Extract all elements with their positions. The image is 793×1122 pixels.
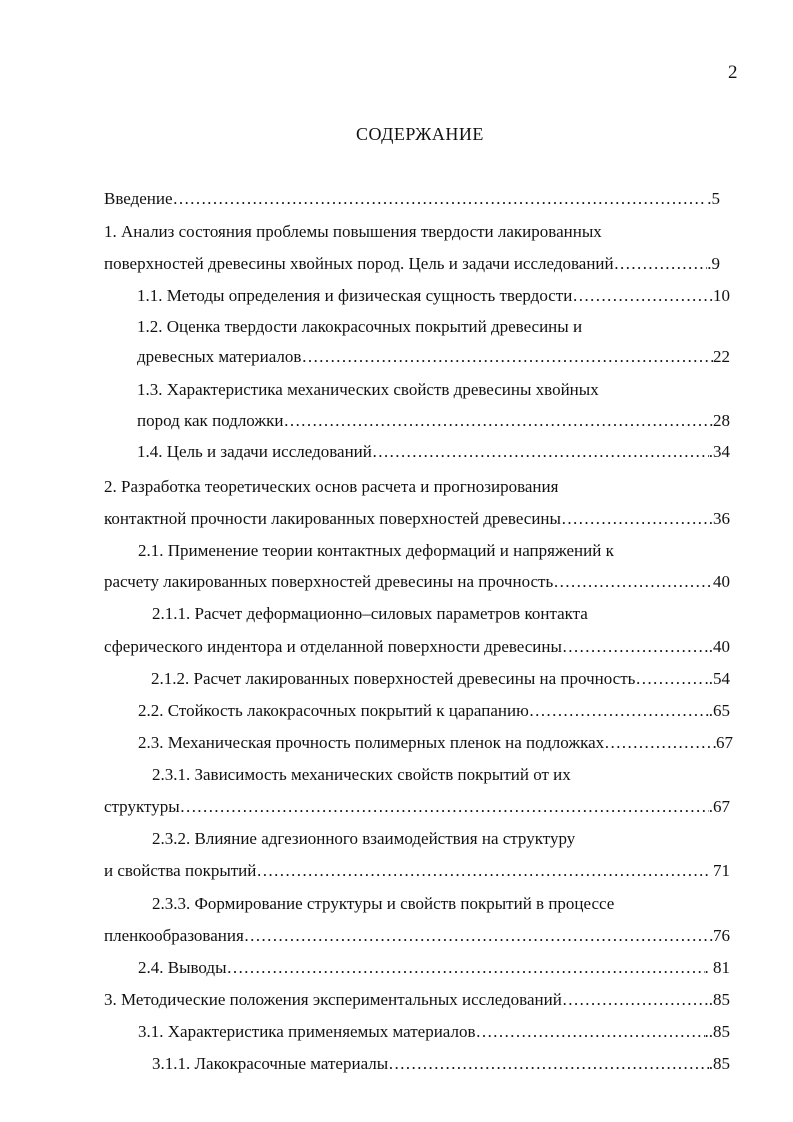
toc-leader bbox=[561, 508, 709, 530]
page-number: 2 bbox=[728, 62, 738, 83]
toc-label: 2.4. Выводы bbox=[138, 958, 227, 977]
toc-entry-ch2-line1[interactable]: 2. Разработка теоретических основ расчета и прогнозирования bbox=[104, 477, 559, 496]
toc-leader bbox=[562, 636, 709, 658]
toc-page: .67 bbox=[708, 797, 730, 816]
toc-label: пленкообразования bbox=[104, 926, 244, 945]
toc-label: 3.1.1. Лакокрасочные материалы bbox=[152, 1054, 389, 1073]
toc-page: 40 bbox=[713, 572, 730, 591]
toc-label: 3. Методические положения экспериментальных исследований bbox=[104, 990, 562, 1009]
toc-label: 1.1. Методы определения и физическая сущность твердости bbox=[137, 286, 573, 305]
toc-page: .85 bbox=[708, 990, 730, 1009]
toc-entry-2-2[interactable] bbox=[138, 700, 730, 722]
toc-label: пород как подложки bbox=[137, 411, 284, 430]
toc-page: .36 bbox=[708, 509, 730, 528]
toc-entry-1-2-line1[interactable]: 1.2. Оценка твердости лакокрасочных покрытий древесины и bbox=[137, 317, 583, 336]
toc-leader bbox=[301, 346, 713, 368]
toc-entry-2-3-1[interactable] bbox=[104, 796, 730, 818]
toc-entry-2-3-3-line1[interactable]: 2.3.3. Формирование структуры и свойств покрытий в процессе bbox=[152, 894, 615, 913]
toc-entry-ch2[interactable] bbox=[104, 508, 730, 530]
toc-entry-2-1-2[interactable] bbox=[151, 668, 730, 690]
toc-page: ..85 bbox=[704, 1022, 730, 1041]
toc-entry-2-1[interactable] bbox=[104, 571, 730, 593]
toc-label: 2.3. Механическая прочность полимерных пленок на подложках bbox=[138, 733, 605, 752]
toc-entry-2-3-1-line1[interactable]: 2.3.1. Зависимость механических свойств покрытий от их bbox=[152, 765, 571, 784]
toc-entry-1-4[interactable] bbox=[137, 441, 730, 463]
toc-entry-2-3-3[interactable] bbox=[104, 925, 730, 947]
toc-page: ..54 bbox=[704, 669, 730, 688]
toc-label: Введение bbox=[104, 189, 173, 208]
toc-leader bbox=[256, 860, 704, 882]
toc-page: . 81 bbox=[704, 958, 730, 977]
toc-label: 2.1.2. Расчет лакированных поверхностей древесины на прочность bbox=[151, 669, 636, 688]
toc-label: 1.4. Цель и задачи исследований bbox=[137, 442, 372, 461]
toc-page: .85 bbox=[708, 1054, 730, 1073]
toc-leader bbox=[244, 925, 713, 947]
toc-leader bbox=[553, 571, 713, 593]
toc-label: структуры bbox=[104, 797, 180, 816]
toc-entry-1-3[interactable] bbox=[137, 410, 730, 432]
toc-leader bbox=[635, 668, 704, 690]
toc-leader bbox=[173, 188, 708, 210]
toc-page: .9 bbox=[707, 254, 720, 273]
toc-label: древесных материалов bbox=[137, 347, 302, 366]
toc-entry-2-3-2-line1[interactable]: 2.3.2. Влияние адгезионного взаимодействия на структуру bbox=[152, 829, 576, 848]
toc-label: контактной прочности лакированных поверхностей древесины bbox=[104, 509, 561, 528]
toc-entry-1-2[interactable] bbox=[137, 346, 730, 368]
toc-page: 28 bbox=[713, 411, 730, 430]
toc-leader bbox=[572, 285, 713, 307]
page-title: СОДЕРЖАНИЕ bbox=[356, 124, 484, 144]
toc-page: 67 bbox=[716, 733, 733, 752]
toc-page: .40 bbox=[708, 637, 730, 656]
toc-page: 10 bbox=[713, 286, 730, 305]
toc-leader bbox=[227, 957, 705, 979]
toc-entry-1-1[interactable] bbox=[137, 285, 730, 307]
toc-page: .65 bbox=[708, 701, 730, 720]
toc-entry-1-3-line1[interactable]: 1.3. Характеристика механических свойств древесины хвойных bbox=[137, 380, 599, 399]
toc-page: . 71 bbox=[704, 861, 730, 880]
toc-entry-2-1-line1[interactable]: 2.1. Применение теории контактных деформаций и напряжений к bbox=[138, 541, 614, 560]
toc-entry-ch3[interactable] bbox=[104, 989, 730, 1011]
toc-label: 3.1. Характеристика применяемых материалов bbox=[138, 1022, 476, 1041]
toc-leader bbox=[283, 410, 713, 432]
toc-leader bbox=[476, 1021, 705, 1043]
toc-leader bbox=[388, 1053, 709, 1075]
toc-page: 22 bbox=[713, 347, 730, 366]
toc-leader bbox=[372, 441, 709, 463]
toc-label: 2.2. Стойкость лакокрасочных покрытий к царапанию bbox=[138, 701, 529, 720]
toc-entry-2-1-1[interactable] bbox=[104, 636, 730, 658]
toc-entry-3-1-1[interactable] bbox=[152, 1053, 730, 1075]
toc-entry-intro[interactable] bbox=[104, 188, 720, 210]
toc-entry-2-1-1-line1[interactable]: 2.1.1. Расчет деформационно–силовых параметров контакта bbox=[152, 604, 588, 623]
toc-entry-2-3[interactable] bbox=[138, 732, 733, 754]
toc-entry-ch1[interactable] bbox=[104, 253, 720, 275]
toc-leader bbox=[614, 253, 708, 275]
toc-label: и свойства покрытий bbox=[104, 861, 257, 880]
toc-page: .5 bbox=[707, 189, 720, 208]
toc-label: поверхностей древесины хвойных пород. Цель и задачи исследований bbox=[104, 254, 614, 273]
toc-entry-3-1[interactable] bbox=[138, 1021, 730, 1043]
toc-leader bbox=[562, 989, 709, 1011]
toc-page: .34 bbox=[708, 442, 730, 461]
toc-leader bbox=[604, 732, 716, 754]
toc-entry-2-3-2[interactable] bbox=[104, 860, 730, 882]
toc-leader bbox=[180, 796, 709, 818]
toc-entry-ch1-line1[interactable]: 1. Анализ состояния проблемы повышения твердости лакированных bbox=[104, 222, 602, 241]
toc-page: 76 bbox=[713, 926, 730, 945]
toc-label: сферического индентора и отделанной поверхности древесины bbox=[104, 637, 562, 656]
toc-entry-2-4[interactable] bbox=[138, 957, 730, 979]
toc-label: расчету лакированных поверхностей древесины на прочность bbox=[104, 572, 554, 591]
toc-leader bbox=[529, 700, 709, 722]
